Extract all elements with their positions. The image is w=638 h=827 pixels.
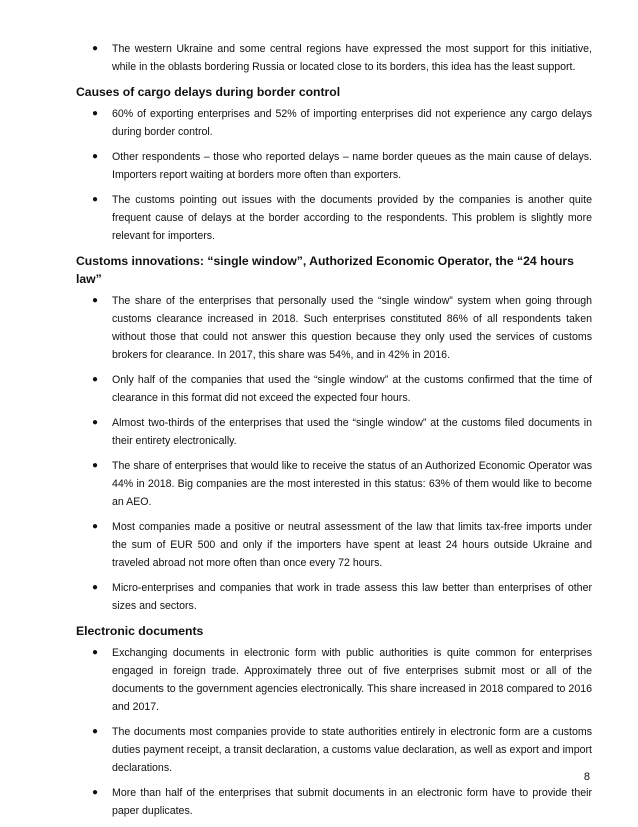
list-item-text: 60% of exporting enterprises and 52% of importing enterprises did not experience any cargo delays during border control. [112,108,592,138]
bullet-dot-icon: ● [92,295,99,306]
section-electronic-documents [76,622,592,820]
list-item [76,371,592,407]
list-item-text: The documents most companies provide to state authorities entirely in electronic form are a customs duties payment receipt, a transit declaration, a customs value declaration, as well as export and import declarations. [112,726,592,774]
bullet-dot-icon: ● [92,43,99,54]
list-item [76,292,592,364]
bullet-dot-icon: ● [92,460,99,471]
list-item [76,105,592,141]
section-heading: Causes of cargo delays during border control [76,85,341,99]
section-heading: Electronic documents [76,624,204,638]
list-item-text: The share of the enterprises that personally used the “single window” system when going through customs clearance increased in 2018. Such enterprises constituted 86% of all respondents taken without those that could not answer this question because they only used the services of customs brokers for clearance. In 2017, this share was 54%, and in 42% in 2016. [112,295,592,361]
section-heading: Customs innovations: “single window”, Authorized Economic Operator, the “24 hours law” [76,254,574,286]
list-item [76,784,592,820]
bullet-dot-icon: ● [92,787,99,798]
page-content [76,40,592,827]
bullet-dot-icon: ● [92,726,99,737]
list-item [76,40,592,76]
bullet-dot-icon: ● [92,417,99,428]
section-list [76,644,592,820]
section-customs-innovations [76,252,592,615]
bullet-dot-icon: ● [92,647,99,658]
list-item-text: More than half of the enterprises that submit documents in an electronic form have to provide their paper duplicates. [112,787,592,817]
list-item-text: Micro-enterprises and companies that work in trade assess this law better than enterprises of other sizes and sectors. [112,582,592,612]
bullet-dot-icon: ● [92,521,99,532]
list-item [76,414,592,450]
bullet-dot-icon: ● [92,151,99,162]
bullet-dot-icon: ● [92,194,99,205]
list-item [76,579,592,615]
list-item [76,644,592,716]
section-cargo-delays [76,83,592,245]
list-item [76,191,592,245]
page-number: 8 [583,771,590,783]
list-item [76,457,592,511]
list-item [76,148,592,184]
list-item-text: Only half of the companies that used the “single window” at the customs confirmed that the time of clearance in this format did not exceed the expected four hours. [112,374,592,404]
list-item-text: Almost two-thirds of the enterprises that used the “single window” at the customs filed documents in their entirety electronically. [112,417,592,447]
list-item-text: The share of enterprises that would like to receive the status of an Authorized Economic Operator was 44% in 2018. Big companies are the most interested in this status: 63% of them would like to become an AEO. [112,460,592,508]
list-item-text: Exchanging documents in electronic form with public authorities is quite common for enterprises engaged in foreign trade. Approximately three out of five enterprises submit most or all of the documents to the government agencies electronically. This share increased in 2018 compared to 2016 and 2017. [112,647,592,713]
section-list [76,105,592,245]
list-item-text: Most companies made a positive or neutral assessment of the law that limits tax-free imports under the sum of EUR 500 and only if the importers have spent at least 24 hours outside Ukraine and traveled abroad not more often than once every 72 hours. [112,521,592,569]
bullet-dot-icon: ● [92,108,99,119]
list-item-text: The western Ukraine and some central regions have expressed the most support for this initiative, while in the oblasts bordering Russia or located close to its borders, this idea has the least support. [112,43,592,73]
list-item-text: Other respondents – those who reported delays – name border queues as the main cause of delays. Importers report waiting at borders more often than exporters. [112,151,592,181]
intro-list [76,40,592,76]
bullet-dot-icon: ● [92,374,99,385]
section-list [76,292,592,615]
list-item-text: The customs pointing out issues with the documents provided by the companies is another quite frequent cause of delays at the border according to the respondents. This problem is slightly more relevant for importers. [112,194,592,242]
list-item [76,723,592,777]
list-item [76,518,592,572]
bullet-dot-icon: ● [92,582,99,593]
